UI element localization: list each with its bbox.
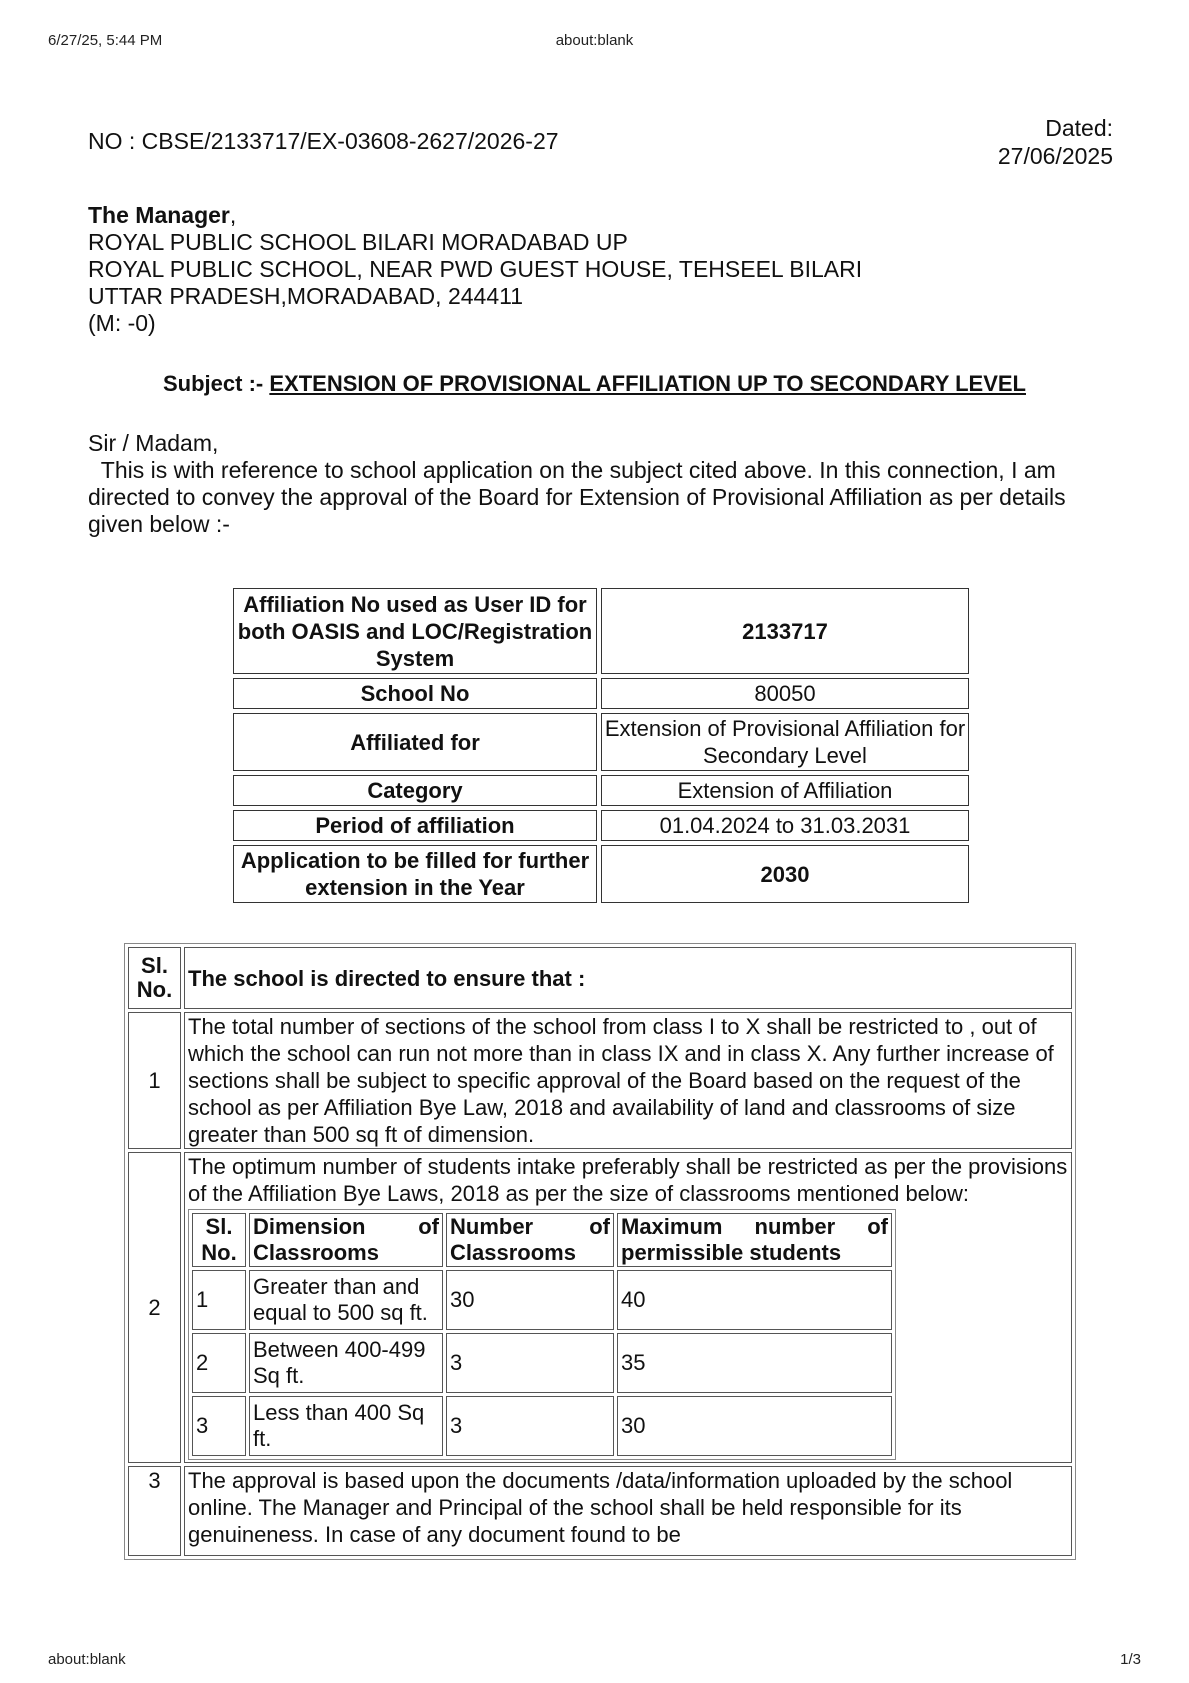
table-row [192, 1396, 892, 1456]
info-key: School No [233, 678, 597, 709]
direction-cell [184, 1152, 1072, 1463]
direction-text: The approval is based upon the documents /data/information uploaded by the school online. The Manager and Principal of the school shall be held responsible for its genuineness. In case of any document found to be [184, 1466, 1072, 1556]
table-row [233, 775, 969, 806]
print-footer [0, 1651, 1189, 1671]
address-line-4: (M: -0) [88, 310, 156, 336]
subject-label: Subject :- [163, 371, 264, 396]
table-cell: 35 [617, 1333, 892, 1393]
table-cell: Less than 400 Sq ft. [249, 1396, 443, 1456]
address-line-3: UTTAR PRADESH,MORADABAD, 244411 [88, 283, 523, 309]
info-key: Period of affiliation [233, 810, 597, 841]
table-cell: Between 400-499 Sq ft. [249, 1333, 443, 1393]
table-cell: 3 [192, 1396, 246, 1456]
info-value: 2133717 [601, 588, 969, 674]
print-header-title: about:blank [555, 32, 634, 49]
print-footer-page: 1/3 [1120, 1651, 1141, 1668]
sl-no: 1 [128, 1012, 181, 1149]
dated-label: Dated: [1045, 115, 1113, 141]
sl-no: 2 [128, 1152, 181, 1463]
greeting: Sir / Madam, [88, 430, 219, 456]
recipient-address [88, 202, 862, 337]
table-row [128, 947, 1072, 1009]
table-row [233, 713, 969, 771]
recipient-title-comma: , [229, 202, 237, 228]
sl-no-header: Sl. No. [128, 947, 181, 1009]
recipient-title-line [88, 202, 862, 229]
table-row [192, 1270, 892, 1330]
direction-text: The total number of sections of the school from class I to X shall be restricted to , out of which the school can run not more than in class IX and in class X. Any further increase of sections shall be subject to specific approval of the Board based on the request of the school as per Affiliation Bye Law, 2018 and availability of land and classrooms of size greater than 500 sq ft of dimension. [184, 1012, 1072, 1149]
reference-number: NO : CBSE/2133717/EX-03608-2627/2026-27 [88, 128, 559, 154]
column-header: Dimension of Classrooms [249, 1213, 443, 1267]
intro-text: This is with reference to school application on the subject cited above. In this connection, I am directed to convey the approval of the Board for Extension of Provisional Affiliation as per details given below :- [88, 457, 1066, 537]
direction-text: The optimum number of students intake preferably shall be restricted as per the provisions of the Affiliation Bye Laws, 2018 as per the size of classrooms mentioned below: [188, 1154, 1068, 1206]
table-row [128, 1466, 1072, 1556]
table-cell: 30 [446, 1270, 614, 1330]
table-cell: 1 [192, 1270, 246, 1330]
info-value: 80050 [601, 678, 969, 709]
info-value: Extension of Provisional Affiliation for Secondary Level [601, 713, 969, 771]
print-header-datetime: 6/27/25, 5:44 PM [48, 32, 163, 49]
info-key: Affiliation No used as User ID for both OASIS and LOC/Registration System [233, 588, 597, 674]
info-value: 2030 [601, 845, 969, 903]
address-line-1: ROYAL PUBLIC SCHOOL BILARI MORADABAD UP [88, 229, 628, 255]
address-line-2: ROYAL PUBLIC SCHOOL, NEAR PWD GUEST HOUSE, TEHSEEL BILARI [88, 256, 863, 282]
table-row [233, 678, 969, 709]
table-row [128, 1012, 1072, 1149]
print-footer-url: about:blank [48, 1651, 126, 1668]
affiliation-details-table [229, 584, 973, 907]
table-cell: 3 [446, 1333, 614, 1393]
table-row [233, 810, 969, 841]
print-header [0, 32, 1189, 52]
column-header: Sl. No. [192, 1213, 246, 1267]
table-row [192, 1333, 892, 1393]
sl-no: 3 [128, 1466, 181, 1556]
table-cell: 40 [617, 1270, 892, 1330]
info-key: Affiliated for [233, 713, 597, 771]
subject-text: EXTENSION OF PROVISIONAL AFFILIATION UP TO SECONDARY LEVEL [269, 371, 1026, 396]
classroom-capacity-table [188, 1209, 896, 1460]
table-cell: 2 [192, 1333, 246, 1393]
directions-header: The school is directed to ensure that : [184, 947, 1072, 1009]
table-row [233, 845, 969, 903]
intro-paragraph [88, 457, 1118, 538]
table-cell: 30 [617, 1396, 892, 1456]
table-row [128, 1152, 1072, 1463]
directions-table [124, 943, 1076, 1560]
table-row [192, 1213, 892, 1267]
table-cell: 3 [446, 1396, 614, 1456]
date-block [998, 114, 1113, 170]
table-cell: Greater than and equal to 500 sq ft. [249, 1270, 443, 1330]
info-key: Category [233, 775, 597, 806]
info-value: 01.04.2024 to 31.03.2031 [601, 810, 969, 841]
table-row [233, 588, 969, 674]
salutation-block [88, 430, 1118, 538]
dated-value: 27/06/2025 [997, 143, 1113, 169]
column-header: Number of Classrooms [446, 1213, 614, 1267]
recipient-title: The Manager [88, 202, 230, 228]
info-value: Extension of Affiliation [601, 775, 969, 806]
info-key: Application to be filled for further extension in the Year [233, 845, 597, 903]
subject-line [0, 371, 1189, 397]
column-header: Maximum number of permissible students [617, 1213, 892, 1267]
